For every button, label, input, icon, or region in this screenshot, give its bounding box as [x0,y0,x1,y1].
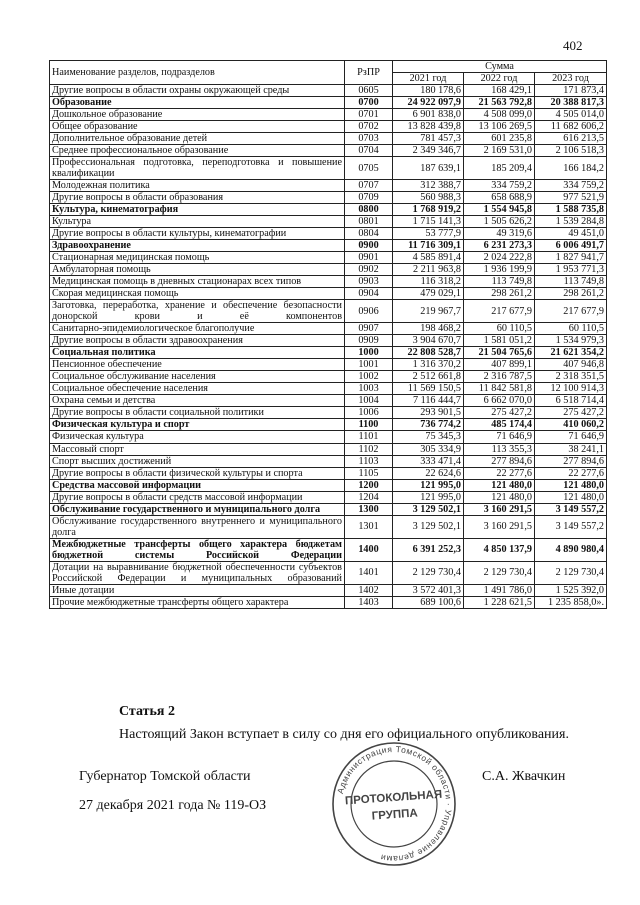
row-value-2023: 20 388 817,3 [535,97,607,109]
table-row [50,228,607,240]
row-code: 1101 [345,431,393,443]
row-value-2022: 1 491 786,0 [464,584,535,596]
row-code: 1004 [345,395,393,407]
row-value-2021: 2 129 730,4 [393,561,464,584]
row-value-2023: 21 621 354,2 [535,347,607,359]
row-value-2021: 2 349 346,7 [393,145,464,157]
row-value-2022: 121 480,0 [464,491,535,503]
table-row [50,383,607,395]
table-row [50,323,607,335]
article-text: Настоящий Закон вступает в силу со дня его официального опубликования. [119,727,569,742]
row-code: 1002 [345,371,393,383]
row-name: Межбюджетные трансферты общего характера бюджетам бюджетной системы Российской Федерации [50,538,345,561]
row-name: Другие вопросы в области здравоохранения [50,335,345,347]
row-value-2021: 13 828 439,8 [393,121,464,133]
row-code: 0900 [345,240,393,252]
row-name: Другие вопросы в области социальной политики [50,407,345,419]
row-code: 0903 [345,276,393,288]
row-value-2021: 11 569 150,5 [393,383,464,395]
row-value-2022: 4 508 099,0 [464,109,535,121]
table-row [50,538,607,561]
row-value-2021: 198 468,2 [393,323,464,335]
table-row [50,192,607,204]
row-value-2023: 22 277,6 [535,467,607,479]
row-code: 1400 [345,538,393,561]
row-value-2021: 312 388,7 [393,180,464,192]
row-code: 1200 [345,479,393,491]
row-code: 1301 [345,515,393,538]
row-name: Другие вопросы в области культуры, кинематографии [50,228,345,240]
row-name: Дотации на выравнивание бюджетной обеспеченности субъектов Российской Федерации и муниципальных образований [50,561,345,584]
row-name: Общее образование [50,121,345,133]
table-row [50,455,607,467]
row-name: Здравоохранение [50,240,345,252]
row-name: Иные дотации [50,584,345,596]
row-value-2022: 2 169 531,0 [464,145,535,157]
row-code: 0707 [345,180,393,192]
table-row [50,371,607,383]
row-value-2023: 1 539 284,8 [535,216,607,228]
row-code: 1006 [345,407,393,419]
row-value-2021: 333 471,4 [393,455,464,467]
stamp-line-2: ГРУППА [371,807,419,823]
row-value-2022: 21 563 792,8 [464,97,535,109]
row-value-2021: 22 808 528,7 [393,347,464,359]
row-value-2023: 113 749,8 [535,276,607,288]
row-value-2022: 11 842 581,8 [464,383,535,395]
row-value-2021: 305 334,9 [393,443,464,455]
row-value-2022: 3 160 291,5 [464,515,535,538]
row-value-2023: 121 480,0 [535,479,607,491]
row-value-2021: 53 777,9 [393,228,464,240]
stamp-outer-text: Администрация Томской области · Управление делами [335,743,455,865]
row-value-2022: 407 899,1 [464,359,535,371]
page-number: 402 [563,38,583,53]
law-date-number: 27 декабря 2021 года № 119-ОЗ [79,798,267,813]
row-value-2021: 75 345,3 [393,431,464,443]
row-name: Спорт высших достижений [50,455,345,467]
row-name: Охрана семьи и детства [50,395,345,407]
table-row [50,204,607,216]
row-value-2021: 736 774,2 [393,419,464,431]
row-name: Массовый спорт [50,443,345,455]
row-value-2021: 560 988,3 [393,192,464,204]
row-value-2023: 60 110,5 [535,323,607,335]
row-name: Заготовка, переработка, хранение и обеспечение безопасности донорской крови и её компонентов [50,300,345,323]
row-value-2023: 977 521,9 [535,192,607,204]
row-name: Среднее профессиональное образование [50,145,345,157]
row-value-2022: 71 646,9 [464,431,535,443]
stamp-line-1: ПРОТОКОЛЬНАЯ [344,788,443,808]
row-code: 0704 [345,145,393,157]
table-row [50,109,607,121]
row-value-2021: 3 129 502,1 [393,515,464,538]
table-row [50,491,607,503]
table-header [50,61,607,85]
row-name: Прочие межбюджетные трансферты общего характера [50,596,345,608]
row-value-2022: 2 024 222,8 [464,252,535,264]
header-year-2022: 2022 год [464,73,535,85]
table-row [50,584,607,596]
row-value-2021: 11 716 309,1 [393,240,464,252]
row-value-2022: 1 581 051,2 [464,335,535,347]
row-value-2022: 21 504 765,6 [464,347,535,359]
row-value-2023: 2 318 351,5 [535,371,607,383]
row-value-2023: 1 953 771,3 [535,264,607,276]
row-name: Социальное обеспечение населения [50,383,345,395]
table-row [50,467,607,479]
row-value-2023: 410 060,2 [535,419,607,431]
header-name: Наименование разделов, подразделов [50,61,345,85]
table-row [50,157,607,180]
row-value-2023: 1 827 941,7 [535,252,607,264]
row-name: Другие вопросы в области образования [50,192,345,204]
row-value-2021: 116 318,2 [393,276,464,288]
row-code: 1003 [345,383,393,395]
table-row [50,133,607,145]
table-row [50,347,607,359]
row-name: Физическая культура [50,431,345,443]
row-value-2022: 334 759,2 [464,180,535,192]
table-row [50,121,607,133]
row-name: Пенсионное обеспечение [50,359,345,371]
row-value-2022: 485 174,4 [464,419,535,431]
table-row [50,180,607,192]
row-name: Дошкольное образование [50,109,345,121]
row-code: 0701 [345,109,393,121]
row-value-2022: 601 235,8 [464,133,535,145]
row-value-2023: 171 873,4 [535,85,607,97]
row-value-2023: 4 890 980,4 [535,538,607,561]
table-row [50,561,607,584]
row-code: 1300 [345,503,393,515]
table-row [50,431,607,443]
row-value-2021: 2 512 661,8 [393,371,464,383]
table-row [50,145,607,157]
row-value-2022: 2 129 730,4 [464,561,535,584]
table-row [50,264,607,276]
row-value-2021: 121 995,0 [393,479,464,491]
row-value-2023: 3 149 557,2 [535,503,607,515]
row-value-2023: 2 106 518,3 [535,145,607,157]
row-value-2023: 166 184,2 [535,157,607,180]
row-code: 0605 [345,85,393,97]
row-value-2022: 277 894,6 [464,455,535,467]
row-value-2023: 12 100 914,3 [535,383,607,395]
row-value-2021: 781 457,3 [393,133,464,145]
table-row [50,335,607,347]
row-value-2021: 7 116 444,7 [393,395,464,407]
row-value-2022: 168 429,1 [464,85,535,97]
row-name: Культура [50,216,345,228]
row-value-2023: 38 241,1 [535,443,607,455]
row-name: Молодежная политика [50,180,345,192]
row-code: 1000 [345,347,393,359]
row-value-2023: 11 682 606,2 [535,121,607,133]
row-value-2022: 4 850 137,9 [464,538,535,561]
row-value-2021: 1 316 370,2 [393,359,464,371]
row-value-2022: 60 110,5 [464,323,535,335]
row-value-2022: 1 505 626,2 [464,216,535,228]
header-sum: Сумма [393,61,607,73]
row-value-2023: 407 946,8 [535,359,607,371]
row-code: 1402 [345,584,393,596]
row-name: Стационарная медицинская помощь [50,252,345,264]
row-value-2022: 6 231 273,3 [464,240,535,252]
table-row [50,276,607,288]
row-name: Другие вопросы в области физической культуры и спорта [50,467,345,479]
row-name: Медицинская помощь в дневных стационарах всех типов [50,276,345,288]
row-value-2022: 3 160 291,5 [464,503,535,515]
row-code: 1204 [345,491,393,503]
row-value-2021: 293 901,5 [393,407,464,419]
row-value-2022: 1 936 199,9 [464,264,535,276]
row-code: 0902 [345,264,393,276]
table-row [50,419,607,431]
signatory-title: Губернатор Томской области [79,769,251,784]
row-code: 1401 [345,561,393,584]
row-value-2021: 6 901 838,0 [393,109,464,121]
header-code: РзПР [345,61,393,85]
row-value-2023: 1 588 735,8 [535,204,607,216]
row-code: 0700 [345,97,393,109]
row-value-2022: 298 261,2 [464,288,535,300]
official-stamp [330,740,458,868]
row-name: Физическая культура и спорт [50,419,345,431]
table-row [50,288,607,300]
row-code: 1103 [345,455,393,467]
row-value-2022: 275 427,2 [464,407,535,419]
row-value-2023: 71 646,9 [535,431,607,443]
row-value-2023: 49 451,0 [535,228,607,240]
row-name: Профессиональная подготовка, переподготовка и повышение квалификации [50,157,345,180]
table-row [50,479,607,491]
table-row [50,515,607,538]
row-value-2021: 1 715 141,3 [393,216,464,228]
row-name: Социальная политика [50,347,345,359]
row-value-2022: 2 316 787,5 [464,371,535,383]
table-body [50,85,607,609]
row-value-2021: 180 178,6 [393,85,464,97]
row-name: Дополнительное образование детей [50,133,345,145]
row-code: 0800 [345,204,393,216]
row-value-2021: 24 922 097,9 [393,97,464,109]
table-row [50,503,607,515]
row-code: 1403 [345,596,393,608]
row-value-2023: 6 518 714,4 [535,395,607,407]
table-row [50,216,607,228]
signatory-name: С.А. Жвачкин [482,769,566,784]
row-code: 0804 [345,228,393,240]
row-value-2022: 185 209,4 [464,157,535,180]
row-name: Скорая медицинская помощь [50,288,345,300]
article-heading: Статья 2 [119,704,175,719]
row-value-2022: 1 554 945,8 [464,204,535,216]
row-value-2021: 3 129 502,1 [393,503,464,515]
row-code: 0709 [345,192,393,204]
row-value-2021: 6 391 252,3 [393,538,464,561]
row-value-2023: 121 480,0 [535,491,607,503]
table-row [50,407,607,419]
table-row [50,395,607,407]
row-code: 0901 [345,252,393,264]
row-value-2022: 113 749,8 [464,276,535,288]
row-value-2023: 4 505 014,0 [535,109,607,121]
row-value-2022: 22 277,6 [464,467,535,479]
row-name: Социальное обслуживание населения [50,371,345,383]
row-code: 0801 [345,216,393,228]
row-value-2021: 22 624,6 [393,467,464,479]
row-value-2022: 13 106 269,5 [464,121,535,133]
row-code: 0904 [345,288,393,300]
row-value-2023: 1 235 858,0». [535,596,607,608]
table-row [50,443,607,455]
row-value-2023: 1 525 392,0 [535,584,607,596]
row-value-2023: 1 534 979,3 [535,335,607,347]
row-name: Образование [50,97,345,109]
row-name: Другие вопросы в области охраны окружающей среды [50,85,345,97]
row-code: 1001 [345,359,393,371]
table-row [50,85,607,97]
row-value-2022: 1 228 621,5 [464,596,535,608]
row-code: 0909 [345,335,393,347]
row-name: Амбулаторная помощь [50,264,345,276]
row-value-2021: 3 904 670,7 [393,335,464,347]
row-code: 0702 [345,121,393,133]
row-value-2022: 6 662 070,0 [464,395,535,407]
row-value-2023: 217 677,9 [535,300,607,323]
row-code: 1102 [345,443,393,455]
row-name: Санитарно-эпидемиологическое благополучие [50,323,345,335]
row-code: 1105 [345,467,393,479]
row-value-2021: 479 029,1 [393,288,464,300]
row-value-2023: 616 213,5 [535,133,607,145]
budget-table [49,60,607,609]
row-value-2021: 121 995,0 [393,491,464,503]
row-value-2021: 4 585 891,4 [393,252,464,264]
table-row [50,252,607,264]
row-value-2021: 1 768 919,2 [393,204,464,216]
row-value-2021: 3 572 401,3 [393,584,464,596]
row-name: Культура, кинематография [50,204,345,216]
table-row [50,596,607,608]
row-value-2021: 2 211 963,8 [393,264,464,276]
row-value-2023: 298 261,2 [535,288,607,300]
row-value-2022: 113 355,3 [464,443,535,455]
row-name: Обслуживание государственного внутреннего и муниципального долга [50,515,345,538]
row-code: 1100 [345,419,393,431]
row-name: Другие вопросы в области средств массовой информации [50,491,345,503]
row-value-2023: 2 129 730,4 [535,561,607,584]
row-code: 0705 [345,157,393,180]
row-value-2023: 275 427,2 [535,407,607,419]
table-row [50,240,607,252]
row-code: 0906 [345,300,393,323]
row-value-2022: 49 319,6 [464,228,535,240]
row-value-2022: 658 688,9 [464,192,535,204]
row-name: Обслуживание государственного и муниципального долга [50,503,345,515]
row-value-2021: 219 967,7 [393,300,464,323]
row-value-2021: 689 100,6 [393,596,464,608]
header-year-2023: 2023 год [535,73,607,85]
table-row [50,300,607,323]
row-value-2023: 334 759,2 [535,180,607,192]
row-name: Средства массовой информации [50,479,345,491]
row-value-2023: 6 006 491,7 [535,240,607,252]
table-row [50,97,607,109]
row-code: 0703 [345,133,393,145]
table-row [50,359,607,371]
row-value-2023: 277 894,6 [535,455,607,467]
row-value-2022: 121 480,0 [464,479,535,491]
row-code: 0907 [345,323,393,335]
header-year-2021: 2021 год [393,73,464,85]
row-value-2022: 217 677,9 [464,300,535,323]
row-value-2023: 3 149 557,2 [535,515,607,538]
row-value-2021: 187 639,1 [393,157,464,180]
